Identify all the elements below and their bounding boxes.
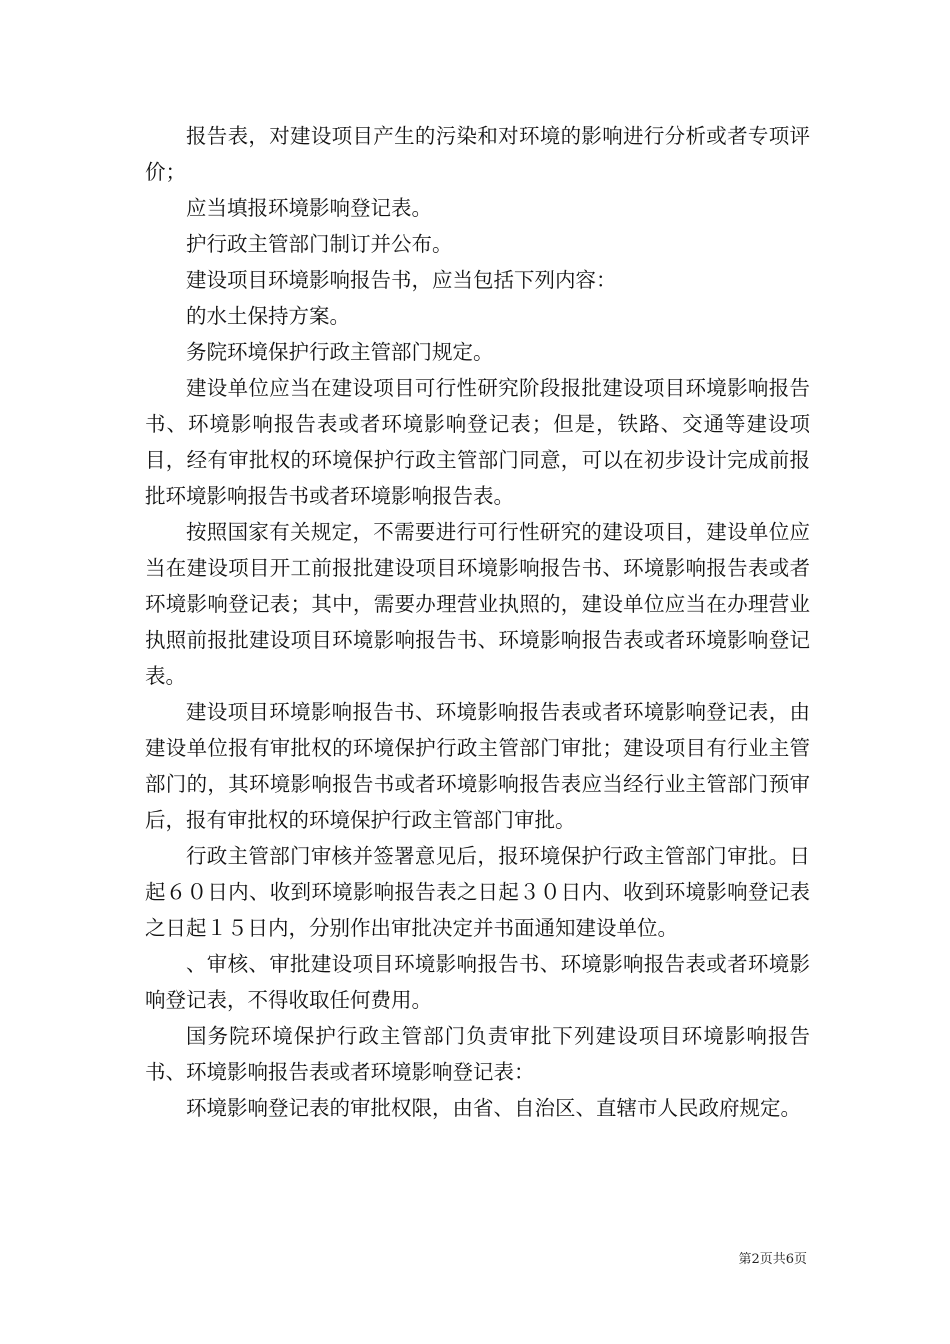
paragraph-6: 务院环境保护行政主管部门规定。 xyxy=(186,340,494,364)
paragraph-4: 建设项目环境影响报告书，应当包括下列内容： xyxy=(186,268,617,292)
paragraph-5: 的水土保持方案。 xyxy=(186,304,350,328)
paragraph-13: 环境影响登记表的审批权限，由省、自治区、直辖市人民政府规定。 xyxy=(186,1096,801,1120)
paragraph-9: 建设项目环境影响报告书、环境影响报告表或者环境影响登记表，由建设单位报有审批权的环境保护行政主管部门审批；建设项目有行业主管部门的，其环境影响报告书或者环境影响报告表应当经行业主管部门预审后，报有审批权的环境保护行政主管部门审批。 xyxy=(145,700,810,832)
paragraph-11: 、审核、审批建设项目环境影响报告书、环境影响报告表或者环境影响登记表，不得收取任何费用。 xyxy=(145,952,810,1012)
paragraph-10: 行政主管部门审核并签署意见后，报环境保护行政主管部门审批。日起６０日内、收到环境影响报告表之日起３０日内、收到环境影响登记表之日起１５日内，分别作出审批决定并书面通知建设单位。 xyxy=(145,844,810,940)
paragraph-7: 建设单位应当在建设项目可行性研究阶段报批建设项目环境影响报告书、环境影响报告表或者环境影响登记表；但是，铁路、交通等建设项目，经有审批权的环境保护行政主管部门同意，可以在初步设计完成前报批环境影响报告书或者环境影响报告表。 xyxy=(145,376,810,508)
paragraph-2: 应当填报环境影响登记表。 xyxy=(186,196,432,220)
paragraph-12: 国务院环境保护行政主管部门负责审批下列建设项目环境影响报告书、环境影响报告表或者环境影响登记表： xyxy=(145,1024,810,1084)
paragraph-3: 护行政主管部门制订并公布。 xyxy=(186,232,453,256)
page-number: 第2页共6页 xyxy=(738,1252,807,1267)
paragraph-8: 按照国家有关规定，不需要进行可行性研究的建设项目，建设单位应当在建设项目开工前报批建设项目环境影响报告书、环境影响报告表或者环境影响登记表；其中，需要办理营业执照的，建设单位应当在办理营业执照前报批建设项目环境影响报告书、环境影响报告表或者环境影响登记表。 xyxy=(145,520,810,688)
document-body xyxy=(145,118,810,1126)
paragraph-1: 报告表，对建设项目产生的污染和对环境的影响进行分析或者专项评价； xyxy=(145,124,810,184)
